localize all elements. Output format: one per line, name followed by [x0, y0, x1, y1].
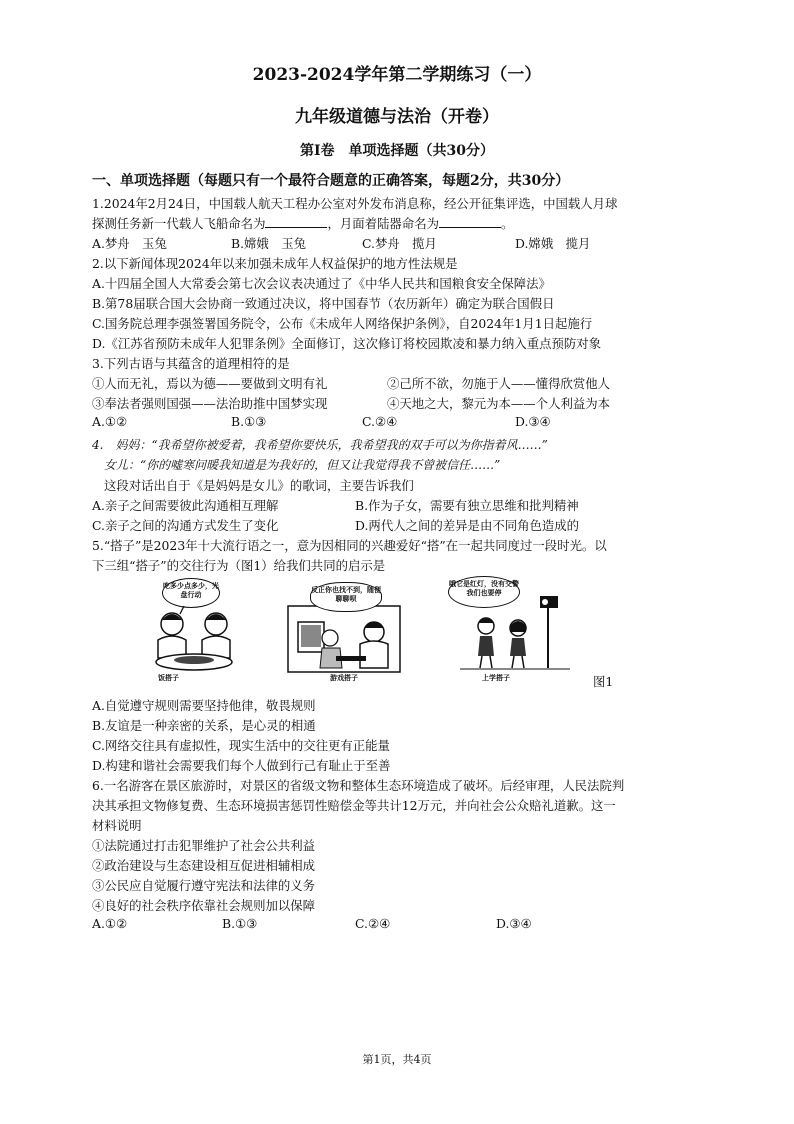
q6-item-1: ①法院通过打击犯罪维护了社会公共利益	[92, 838, 316, 853]
q4-mom-quote: 4. 妈妈：“我希望你被爱着，我希望你要快乐，我希望我的双手可以为你指着风……”	[92, 438, 548, 452]
q4-option-b[interactable]: B.作为子女，需要有独立思维和批判精神	[355, 498, 579, 513]
panel-1-caption: 饭搭子	[158, 673, 179, 682]
q6-item-4: ④良好的社会秩序依靠社会规则加以保障	[92, 898, 316, 913]
q3-stem: 3.下列古语与其蕴含的道理相符的是	[92, 356, 290, 371]
q3-option-a[interactable]: A.①②	[92, 414, 128, 429]
q4-ask: 这段对话出自于《是妈妈是女儿》的歌词，主要告诉我们	[104, 478, 414, 493]
q3-item-3: ③奉法者强则国强——法治助推中国梦实现	[92, 396, 328, 411]
q1-stem-part2: ，月面着陆器命名为	[327, 216, 439, 231]
q1-stem-part1: 探测任务新一代载人飞船命名为	[92, 216, 266, 231]
q6-stem-line1: 6.一名游客在景区旅游时，对景区的省级文物和整体生态环境造成了破坏。后经审理，人民法院判	[92, 778, 625, 793]
q3-item-1: ①人而无礼，焉以为德——要做到文明有礼	[92, 376, 328, 391]
part-title: 第Ⅰ卷 单项选择题（共30分）	[299, 143, 495, 159]
q6-option-a[interactable]: A.①②	[92, 916, 128, 931]
q6-stem-line3: 材料说明	[92, 818, 142, 833]
panel-3-speech-bubble: 哦它是红灯，没有交警我们也要停	[448, 576, 520, 608]
q3-item-2: ②己所不欲，勿施于人——懂得欣赏他人	[387, 376, 611, 391]
q6-item-3: ③公民应自觉履行遵守宪法和法律的义务	[92, 878, 316, 893]
figure-1-label: 图1	[593, 674, 614, 689]
q5-option-a[interactable]: A.自觉遵守规则需要坚持他律，敬畏规则	[92, 698, 316, 713]
q4-option-d[interactable]: D.两代人之间的差异是由不同角色造成的	[355, 518, 580, 533]
q1-option-a[interactable]: A.梦舟 玉兔	[92, 236, 167, 251]
q3-option-c[interactable]: C.②④	[362, 414, 398, 429]
q5-stem-line2: 下三组“搭子”的交往行为（图1）给我们共同的启示是	[92, 558, 386, 573]
q1-option-c[interactable]: C.梦舟 揽月	[362, 236, 437, 251]
section-heading: 一、单项选择题（每题只有一个最符合题意的正确答案，每题2分，共30分）	[92, 173, 570, 189]
q6-stem-line2: 决其承担文物修复费、生态环境损害惩罚性赔偿金等共计12万元，并向社会公众赔礼道歉。这一	[92, 798, 616, 813]
q1-blank-2[interactable]	[439, 215, 501, 228]
q1-option-b[interactable]: B.嫦娥 玉兔	[231, 236, 306, 251]
q3-item-4: ④天地之大，黎元为本——个人利益为本	[387, 396, 611, 411]
q1-option-d[interactable]: D.嫦娥 揽月	[515, 236, 591, 251]
exam-title: 2023-2024学年第二学期练习（一）	[252, 65, 542, 85]
page-footer: 第1页，共4页	[362, 1053, 432, 1066]
q5-option-d[interactable]: D.构建和谐社会需要我们每个人做到行己有耻止于至善	[92, 758, 391, 773]
q6-option-b[interactable]: B.①③	[222, 916, 258, 931]
panel-3-caption: 上学搭子	[482, 673, 510, 682]
q1-stem-line2	[92, 214, 513, 233]
subject-title: 九年级道德与法治（开卷）	[295, 107, 499, 127]
panel-2-speech-bubble: 反正你也找不到，随便聊聊呗	[310, 582, 382, 612]
q2-stem: 2.以下新闻体现2024年以来加强未成年人权益保护的地方性法规是	[92, 256, 458, 271]
panel-meal-partners	[140, 576, 250, 684]
school-partners-drawing	[440, 576, 580, 676]
q2-option-c[interactable]: C.国务院总理李强签署国务院令，公布《未成年人网络保护条例》，自2024年1月1日起施行	[92, 316, 593, 331]
q3-option-d[interactable]: D.③④	[515, 414, 551, 429]
q1-stem-part3: 。	[500, 216, 514, 231]
q5-option-c[interactable]: C.网络交往具有虚拟性，现实生活中的交往更有正能量	[92, 738, 390, 753]
q1-stem-line1: 1.2024年2月24日，中国载人航天工程办公室对外发布消息称，经公开征集评选，中国载人月球	[92, 196, 618, 211]
q2-option-a[interactable]: A.十四届全国人大常委会第七次会议表决通过了《中华人民共和国粮食安全保障法》	[92, 276, 551, 291]
q5-stem-line1: 5.“搭子”是2023年十大流行语之一，意为因相同的兴趣爱好“搭”在一起共同度过一段时光。以	[92, 538, 607, 553]
q4-option-a[interactable]: A.亲子之间需要彼此沟通相互理解	[92, 498, 279, 513]
meal-partners-drawing	[140, 576, 250, 676]
q2-option-d[interactable]: D.《江苏省预防未成年人犯罪条例》全面修订，这次修订将校园欺凌和暴力纳入重点预防对象	[92, 336, 602, 351]
panel-2-caption: 游戏搭子	[330, 673, 358, 682]
q4-daughter-quote: 女儿：“你的嘘寒问暖我知道是为我好的，但又让我觉得我不曾被信任……”	[104, 458, 501, 472]
q6-option-d[interactable]: D.③④	[496, 916, 532, 931]
q2-option-b[interactable]: B.第78届联合国大会协商一致通过决议，将中国春节（农历新年）确定为联合国假日	[92, 296, 555, 311]
q1-blank-1[interactable]	[265, 215, 327, 228]
q3-option-b[interactable]: B.①③	[231, 414, 267, 429]
panel-1-speech-bubble: 吃多少点多少，光盘行动	[162, 578, 220, 608]
q6-item-2: ②政治建设与生态建设相互促进相辅相成	[92, 858, 316, 873]
q6-option-c[interactable]: C.②④	[355, 916, 391, 931]
q4-option-c[interactable]: C.亲子之间的沟通方式发生了变化	[92, 518, 279, 533]
panel-school-partners	[440, 576, 580, 684]
q5-option-b[interactable]: B.友谊是一种亲密的关系，是心灵的相通	[92, 718, 316, 733]
panel-gaming-partners	[286, 576, 406, 684]
